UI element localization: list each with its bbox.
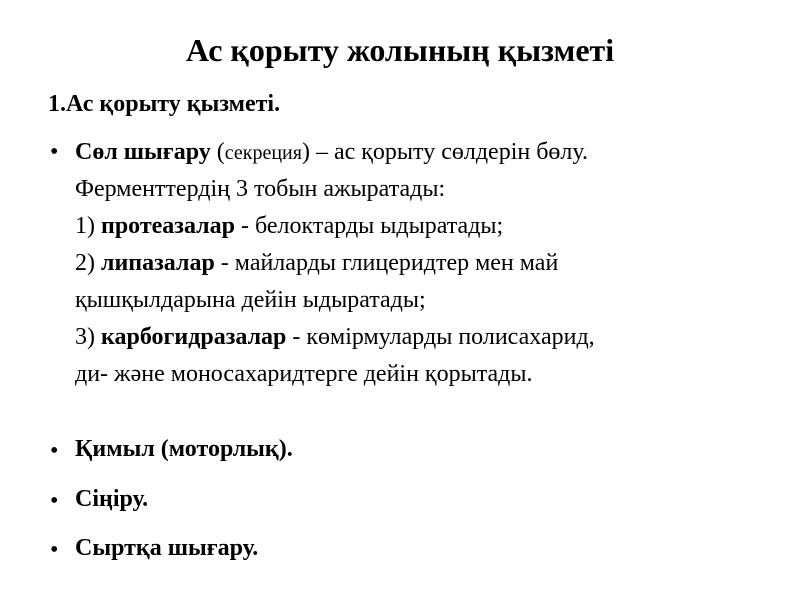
enzyme-item-2-term: липазалар [101,250,215,276]
enzyme-item-2-cont: қышқылдарына дейін ыдыратады; [75,287,426,313]
enzyme-item-3-term: карбогидразалар [101,324,287,350]
bullet-marker: • [50,438,59,464]
enzyme-item-3-desc: - көмірмуларды полисахарид, [286,324,595,350]
enzyme-item-2 [75,245,595,282]
secretion-line-1 [75,134,595,171]
secretion-line-2: Ферменттердің 3 тобын ажыратады: [75,176,446,202]
secretion-paren-term: секреция [224,142,302,164]
secretion-term: Сөл шығару [75,139,211,165]
paren-open: ( [210,139,225,165]
bullet-marker: • [50,139,59,165]
section-heading: 1.Ас қорыту қызметі. [48,91,281,117]
enzyme-item-1-num: 1) [75,213,101,239]
paren-close: ) [301,139,310,165]
enzyme-item-3-cont: ди- және моносахаридтерге дейін қорытады. [75,361,533,387]
bullet-marker: • [50,537,59,563]
list-item-secretion [75,134,595,393]
bullet-marker: • [50,488,59,514]
enzyme-item-3-num: 3) [75,324,101,350]
list-item-motor: Қимыл (моторлық). [75,436,293,462]
list-item-excretion: Сыртқа шығару. [75,535,259,561]
slide-title: Ас қорыту жолының қызметі [185,32,615,68]
enzyme-item-2-desc: - майларды глицеридтер мен май [214,250,559,276]
enzyme-item-1 [75,208,595,245]
enzyme-item-1-desc: - белоктарды ыдыратады; [234,213,504,239]
enzyme-item-3 [75,319,595,356]
list-item-absorption: Сіңіру. [75,486,149,512]
enzyme-item-2-num: 2) [75,250,101,276]
secretion-desc: – ас қорыту сөлдерін бөлу. [309,139,588,165]
enzyme-item-1-term: протеазалар [101,213,235,239]
